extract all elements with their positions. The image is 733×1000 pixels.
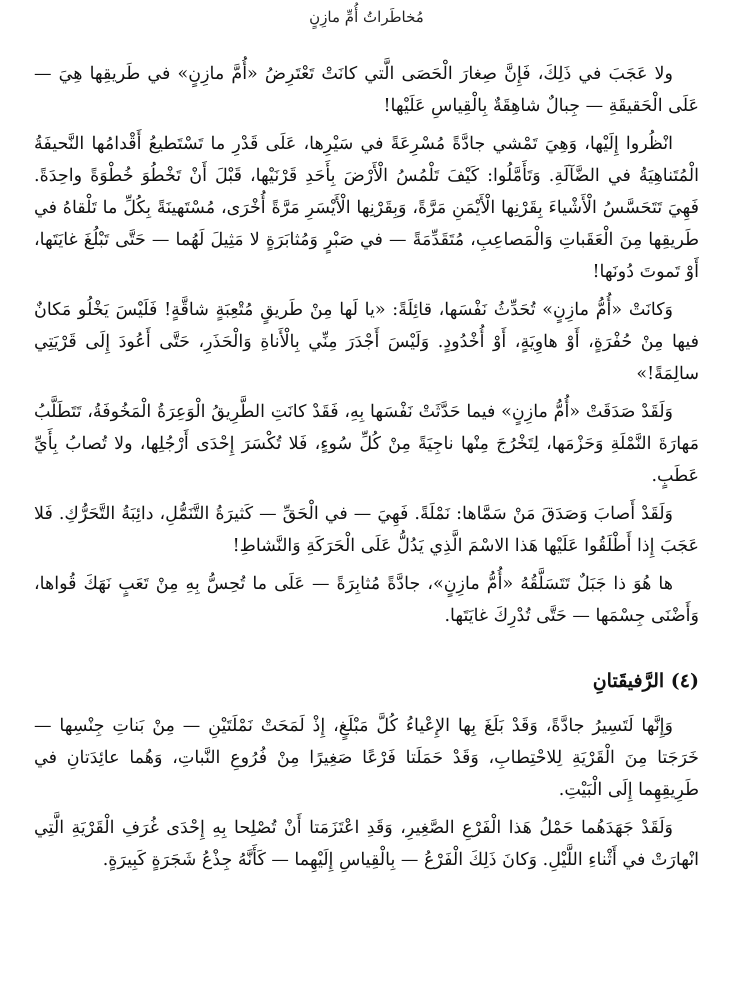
paragraph-1: ولا عَجَبَ في ذَلِكَ، فَإِنَّ صِغارَ الْحَصَى الَّتي كانَتْ تَعْتَرِضُ «أُمَّ مازِنٍ» في طَريقِها هِيَ — عَلَى الْحَقيقَةِ — جِبالٌ شاهِقَةٌ بِالْقِياسِ عَلَيْها! [34,64,699,116]
paragraph-7: وَإِنَّها لَتَسِيرُ جادَّةً، وَقَدْ بَلَغَ بِها الإِعْياءُ كُلَّ مَبْلَغٍ، إِذْ لَمَحَتْ نَمْلَتَيْنِ — مِنْ بَناتِ جِنْسِها — خَرَجَتا مِنَ الْقَرْيَةِ لِلاحْتِطابِ، وَقَدْ حَمَلَتا فَرْعًا صَغِيرًا مِنْ فُرُوعِ النَّباتِ، وَهُما عائِدَتانِ في طَرِيقِهِما إِلَى الْبَيْتِ. [34,716,699,800]
paragraph-4: وَلَقَدْ صَدَقَتْ «أُمُّ مازِنٍ» فيما حَدَّثَتْ نَفْسَها بِهِ، فَقَدْ كانَتِ الطَّرِيقُ الْوَعِرَةُ الْمَخُوفَةُ، تَتَطَلَّبُ مَهارَةَ النَّمْلَةِ وَحَزْمَها، لِتَخْرُجَ مِنْها ناجِيَةً مِنْ كُلِّ سُوءٍ، فَلا تُكْسَرَ إِحْدَى أَرْجُلِها، ولا تُصابُ بِأَيِّ عَطَبٍ. [34,402,699,486]
paragraph-8: وَلَقَدْ جَهَدَهُما حَمْلُ هَذا الْفَرْعِ الصَّغِيرِ، وَقَدِ اعْتَزَمَتا أَنْ تُصْلِحا بِهِ إِحْدَى غُرَفِ الْقَرْيَةِ الَّتِي انْهارَتْ في أَثْناءِ اللَّيْلِ. وَكانَ ذَلِكَ الْفَرْعُ — بِالْقِياسِ إِلَيْهِما — كَأَنَّهُ جِذْعُ شَجَرَةٍ كَبِيرَةٍ. [34,818,699,870]
paragraph-2: انْظُروا إِلَيْها، وَهِيَ تَمْشي جادَّةً مُسْرِعَةً في سَيْرِها، عَلَى قَدْرِ ما تَسْتَطيعُ أَقْدامُها النَّحيفَةُ الْمُتَناهِيَةُ في الضَّآلَةِ. وَتَأَمَّلُوا: كَيْفَ تَلْمُسُ الْأَرْضَ بِأَحَدِ قَرْنَيْها، قَبْلَ أَنْ تَخْطُوَ خُطْوَةً واحِدَةً. فَهِيَ تَتَحَسَّسُ الْأَشْياءَ بِقَرْنِها الْأَيْمَنِ مَرَّةً، وَبِقَرْنِها الْأَيْسَرِ مَرَّةً أُخْرَى، مُسْتَهينَةً بِكُلِّ ما تَلْقاهُ في طَريقِها مِنَ الْعَقَباتِ وَالْمَصاعِبِ، مُتَقَدِّمَةً — في صَبْرٍ وَمُثابَرَةٍ لا مَثِيلَ لَهُما — حَتَّى تَبْلُغَ غايَتَها، أَوْ تَموتَ دُونَها! [34,134,699,282]
paragraph-6: ها هُوَ ذا جَبَلٌ تَتَسَلَّقُهُ «أُمُّ مازِنٍ»، جادَّةً مُثابِرَةً — عَلَى ما تُحِسُّ بِهِ مِنْ تَعَبٍ نَهَكَ قُواها، وَأَضْنَى جِسْمَها — حَتَّى تُدْرِكَ غايَتَها. [34,574,699,626]
section-heading: (٤) الرَّفيقَتانِ [592,670,699,692]
paragraph-3: وَكانَتْ «أُمُّ مازِنٍ» تُحَدِّثُ نَفْسَها، قائِلَةً: «يا لَها مِنْ طَريقٍ مُتْعِبَةٍ شاقَّةٍ! فَلَيْسَ يَخْلُو مَكانٌ فيها مِنْ حُفْرَةٍ، أَوْ هاوِيَةٍ، أَوْ أُخْدُودٍ. وَلَيْسَ أَجْدَرَ مِنِّي بِالْأَناةِ وَالْحَذَرِ، حَتَّى أَعُودَ إِلَى قَرْيَتِي سالِمَةً!» [34,300,699,384]
paragraph-5: وَلَقَدْ أَصابَ وَصَدَقَ مَنْ سَمَّاها: نَمْلَةً. فَهِيَ — في الْحَقِّ — كَثيرَةُ التَّنَمُّلِ، دائِبَةُ التَّحَرُّكِ. فَلا عَجَبَ إِذا أَطْلَقُوا عَلَيْها هَذا الاسْمَ الَّذِي يَدُلُّ عَلَى الْحَرَكَةِ وَالنَّشاطِ! [34,504,699,556]
running-header: مُخاطَراتُ أُمِّ مازِنٍ [309,8,424,26]
